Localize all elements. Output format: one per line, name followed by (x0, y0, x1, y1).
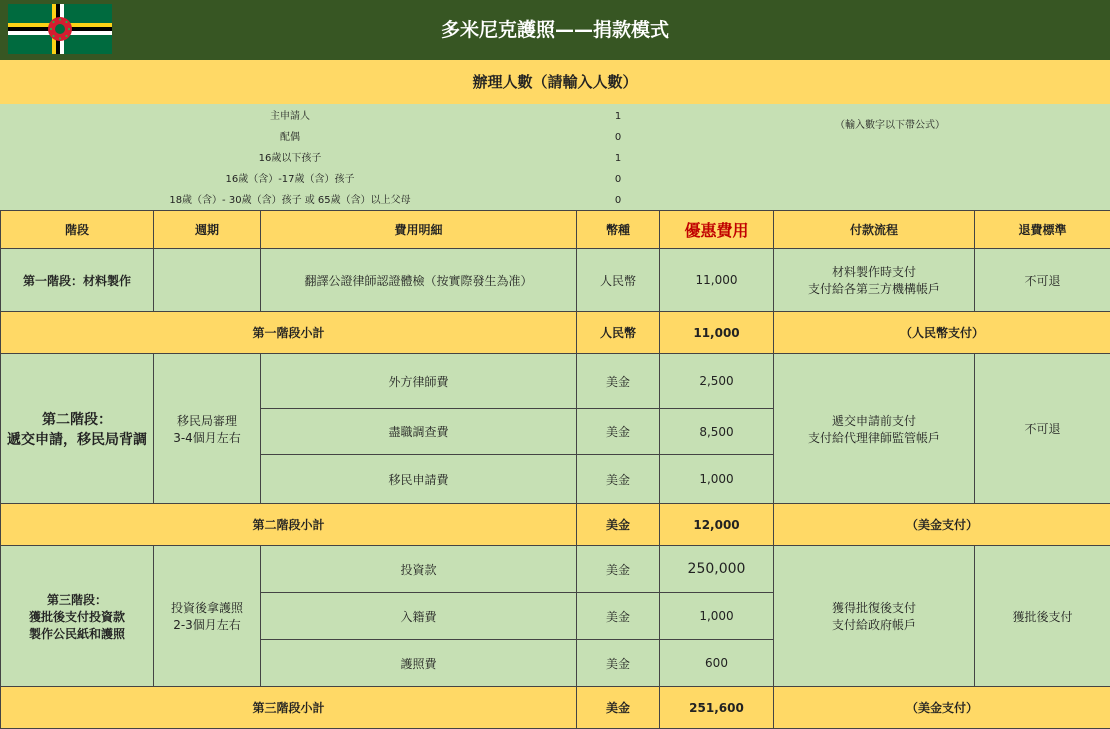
stage3-item-detail: 投資款 (261, 546, 577, 593)
fee-table (0, 210, 1110, 729)
stage1-subtotal-amount: 11,000 (660, 312, 774, 354)
stage1-item-amount: 11,000 (660, 249, 774, 312)
count-label-spouse: 配偶 (0, 127, 580, 148)
stage3-item-currency: 美金 (577, 593, 660, 640)
stage2-subtotal-amount: 12,000 (660, 504, 774, 546)
stage2-item-detail: 外方律師費 (261, 354, 577, 409)
count-value-main-applicant[interactable]: 1 (600, 106, 636, 127)
stage2-item-detail: 盡職調查費 (261, 409, 577, 455)
stage3-name (1, 546, 154, 687)
stage1-cycle (154, 249, 261, 312)
table-row (1, 249, 1110, 312)
stage2-name-line1: 第二階段： (1, 409, 153, 429)
stage2-item-currency: 美金 (577, 455, 660, 504)
stage3-name-line3: 製作公民紙和護照 (1, 625, 153, 642)
header-cycle: 週期 (154, 211, 261, 249)
stage3-cycle (154, 546, 261, 687)
stage2-process-line1: 遞交申請前支付 (774, 412, 974, 429)
stage2-refund: 不可退 (975, 354, 1110, 504)
stage2-item-detail: 移民申請費 (261, 455, 577, 504)
stage3-item-amount: 600 (660, 640, 774, 687)
stage2-item-amount: 8,500 (660, 409, 774, 455)
page-title: 多米尼克護照——捐款模式 (0, 0, 1110, 60)
stage1-item-detail: 翻譯公證律師認證體檢（按實際發生為准） (261, 249, 577, 312)
formula-note: （輸入數字以下帶公式） (780, 104, 1000, 148)
subtotal-row (1, 687, 1110, 729)
stage3-item-amount: 250,000 (660, 546, 774, 593)
subtotal-row (1, 312, 1110, 354)
count-label-child-18-30-parents-65: 18歲（含）- 30歲（含）孩子 或 65歲（含）以上父母 (0, 190, 580, 211)
stage2-subtotal-currency: 美金 (577, 504, 660, 546)
applicant-count-heading: 辦理人數（請輸入人數） (0, 60, 1110, 104)
stage3-item-currency: 美金 (577, 640, 660, 687)
stage2-item-amount: 1,000 (660, 455, 774, 504)
stage1-name: 第一階段：材料製作 (1, 249, 154, 312)
stage2-name-line2: 遞交申請，移民局背調 (1, 429, 153, 449)
stage3-process-line2: 支付給政府帳戶 (774, 616, 974, 633)
header-payment-process: 付款流程 (774, 211, 975, 249)
header-fee-detail: 費用明細 (261, 211, 577, 249)
stage2-item-amount: 2,500 (660, 354, 774, 409)
stage2-name (1, 354, 154, 504)
stage3-subtotal-currency: 美金 (577, 687, 660, 729)
count-label-main-applicant: 主申請人 (0, 106, 580, 127)
stage3-name-line2: 獲批後支付投資款 (1, 608, 153, 625)
count-value-child-under-16[interactable]: 1 (600, 148, 636, 169)
stage2-cycle-line1: 移民局審理 (154, 412, 260, 429)
stage2-item-currency: 美金 (577, 354, 660, 409)
table-row (1, 354, 1110, 409)
title-bar (0, 0, 1110, 60)
stage3-payment-process (774, 546, 975, 687)
header-currency: 幣種 (577, 211, 660, 249)
stage1-refund: 不可退 (975, 249, 1110, 312)
stage1-payment-process (774, 249, 975, 312)
count-value-child-16-17[interactable]: 0 (600, 169, 636, 190)
stage2-cycle-line2: 3-4個月左右 (154, 429, 260, 446)
stage1-process-line2: 支付給各第三方機構帳戶 (774, 280, 974, 297)
count-label-child-under-16: 16歲以下孩子 (0, 148, 580, 169)
stage3-item-amount: 1,000 (660, 593, 774, 640)
stage3-subtotal-payment: （美金支付） (774, 687, 1110, 729)
stage1-subtotal-currency: 人民幣 (577, 312, 660, 354)
stage1-subtotal-payment: （人民幣支付） (774, 312, 1110, 354)
stage2-process-line2: 支付給代理律師監管帳戶 (774, 429, 974, 446)
stage1-item-currency: 人民幣 (577, 249, 660, 312)
count-value-child-18-30-parents-65[interactable]: 0 (600, 190, 636, 211)
header-refund-policy: 退費標準 (975, 211, 1110, 249)
header-discount-fee: 優惠費用 (660, 211, 774, 249)
header-stage: 階段 (1, 211, 154, 249)
stage3-process-line1: 獲得批復後支付 (774, 599, 974, 616)
stage2-cycle (154, 354, 261, 504)
stage3-item-currency: 美金 (577, 546, 660, 593)
stage2-subtotal-payment: （美金支付） (774, 504, 1110, 546)
stage3-subtotal-amount: 251,600 (660, 687, 774, 729)
stage3-cycle-line1: 投資後拿護照 (154, 599, 260, 616)
stage3-item-detail: 護照費 (261, 640, 577, 687)
stage3-name-line1: 第三階段： (1, 591, 153, 608)
stage1-subtotal-label: 第一階段小計 (1, 312, 577, 354)
stage3-subtotal-label: 第三階段小計 (1, 687, 577, 729)
applicant-counts (0, 104, 1110, 210)
count-label-child-16-17: 16歲（含）-17歲（含）孩子 (0, 169, 580, 190)
table-row (1, 546, 1110, 593)
stage3-refund: 獲批後支付 (975, 546, 1110, 687)
table-header-row (1, 211, 1110, 249)
count-value-spouse[interactable]: 0 (600, 127, 636, 148)
stage2-subtotal-label: 第二階段小計 (1, 504, 577, 546)
subtotal-row (1, 504, 1110, 546)
stage3-item-detail: 入籍費 (261, 593, 577, 640)
stage1-process-line1: 材料製作時支付 (774, 263, 974, 280)
stage3-cycle-line2: 2-3個月左右 (154, 616, 260, 633)
stage2-item-currency: 美金 (577, 409, 660, 455)
stage2-payment-process (774, 354, 975, 504)
